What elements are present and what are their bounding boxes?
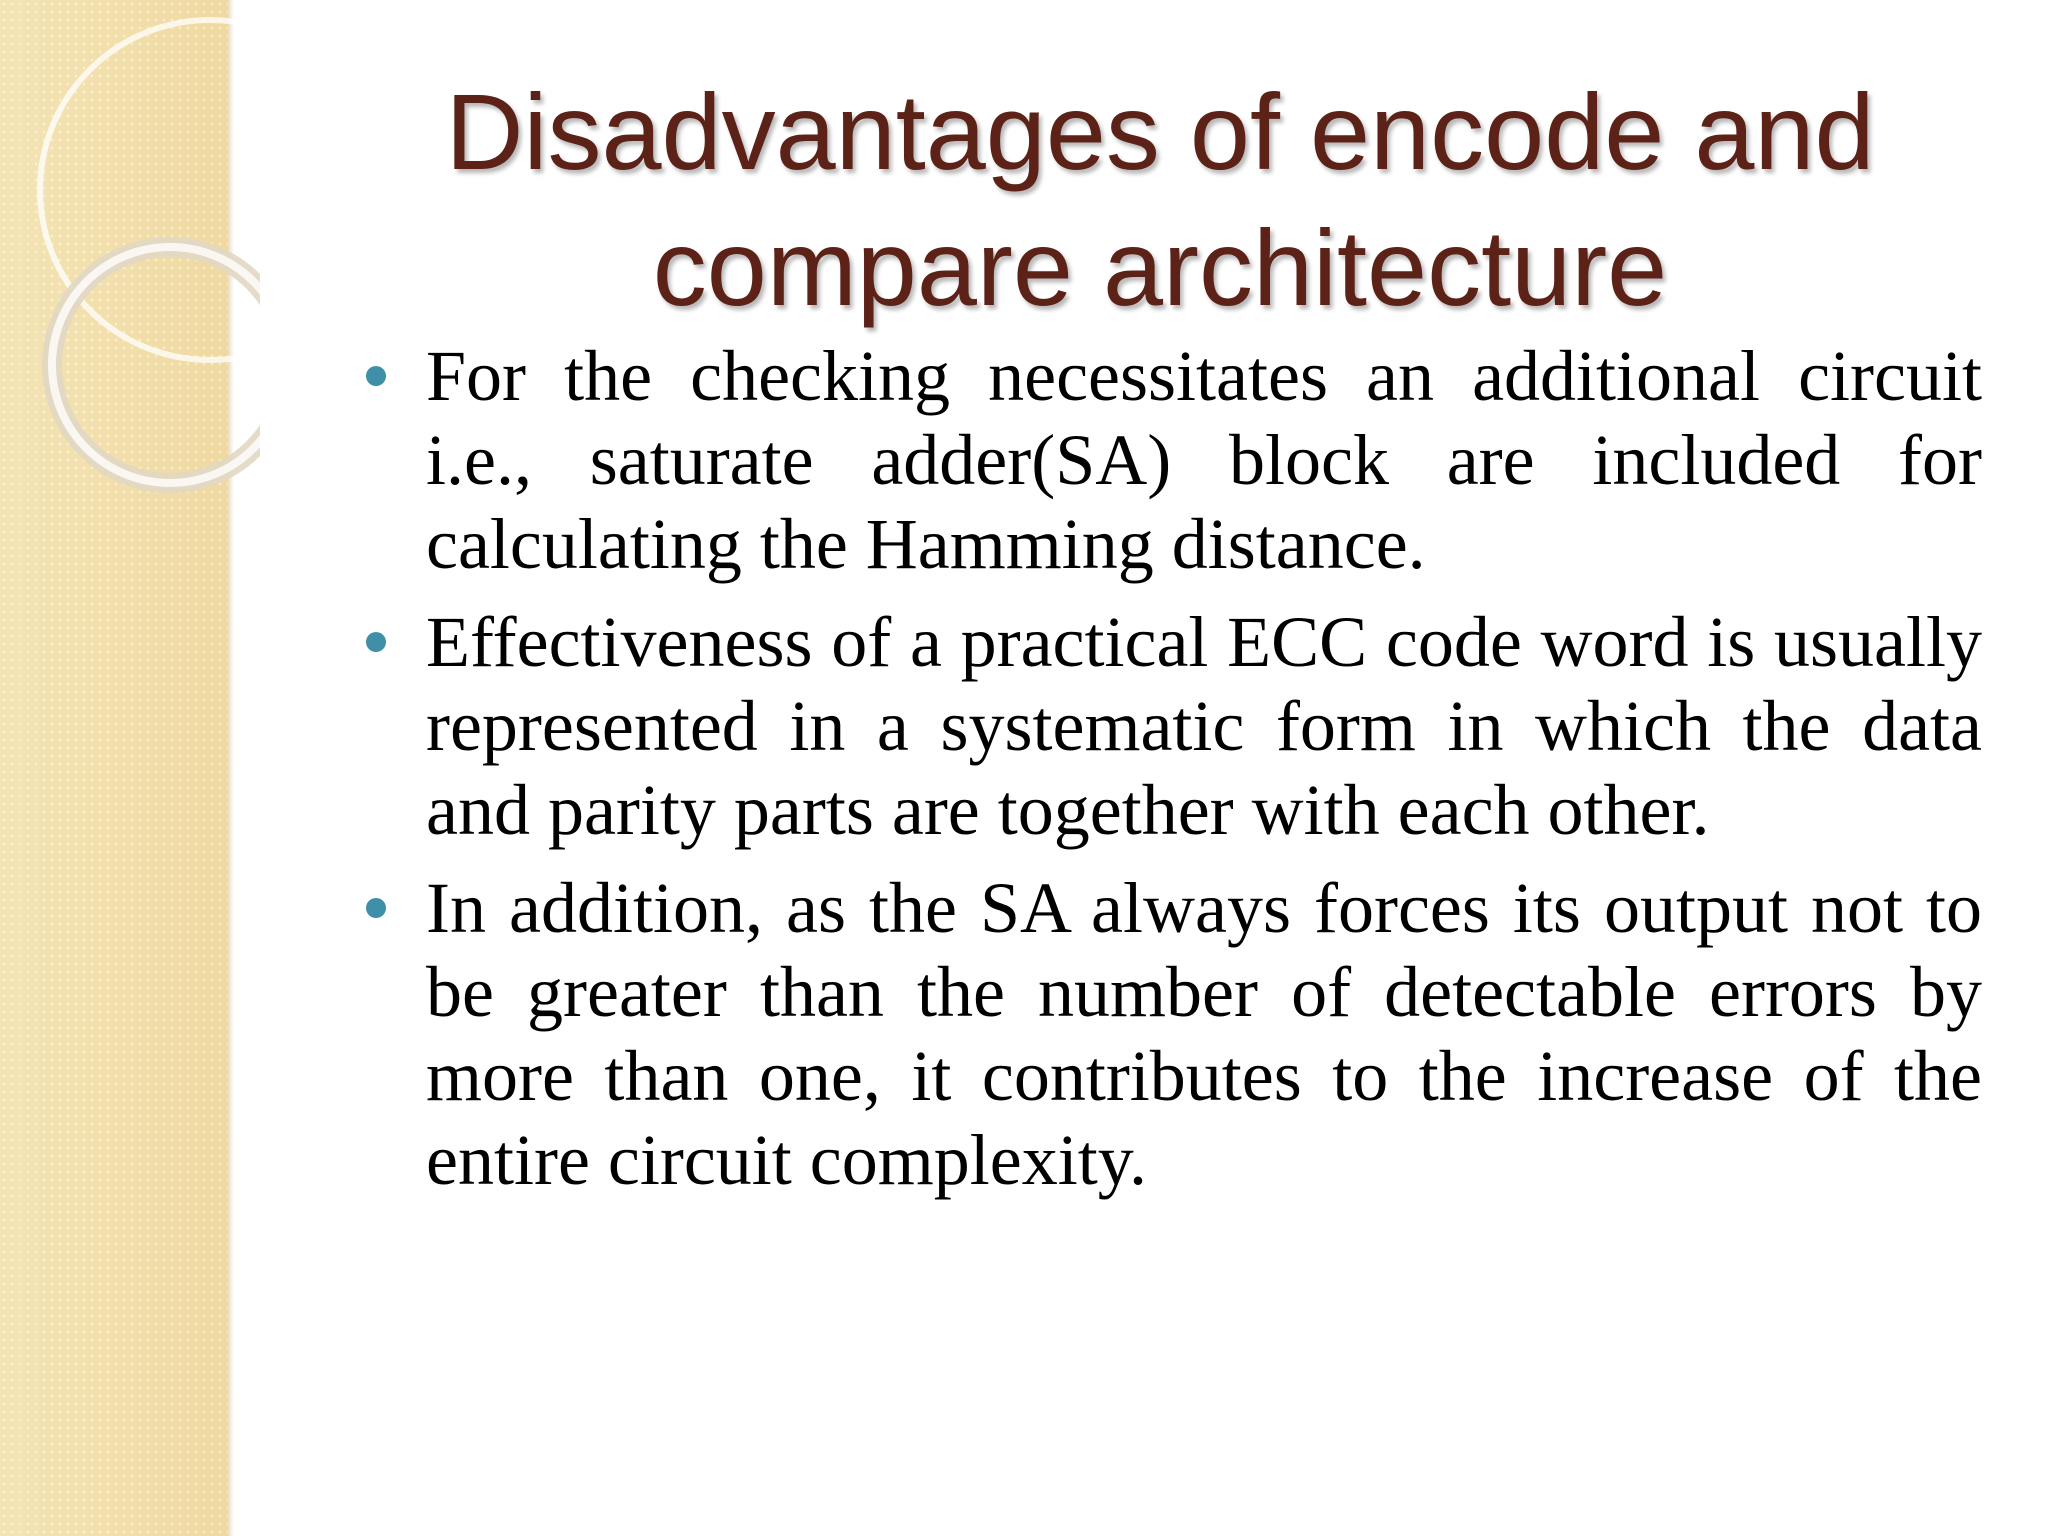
bullet-list xyxy=(362,334,1982,1216)
ring-small-inner xyxy=(52,247,260,483)
bullet-dot-icon xyxy=(366,898,386,918)
bullet-text: For the checking necessitates an additional circuit i.e., saturate adder(SA) block are included for calculating the Hamming distance. xyxy=(426,336,1982,584)
decorative-rings-icon xyxy=(0,0,260,520)
bullet-text: Effectiveness of a practical ECC code word is usually represented in a systematic form in which the data and parity parts are together with each other. xyxy=(426,602,1982,850)
bullet-text: In addition, as the SA always forces its output not to be greater than the number of detectable errors by more than one, it contributes to the increase of the entire circuit complexity. xyxy=(426,868,1982,1200)
bullet-dot-icon xyxy=(366,366,386,386)
slide-title: Disadvantages of encode and compare architecture xyxy=(445,71,1875,328)
bullet-item xyxy=(362,866,1982,1202)
bullet-item xyxy=(362,600,1982,852)
bullet-dot-icon xyxy=(366,632,386,652)
bullet-item xyxy=(362,334,1982,586)
